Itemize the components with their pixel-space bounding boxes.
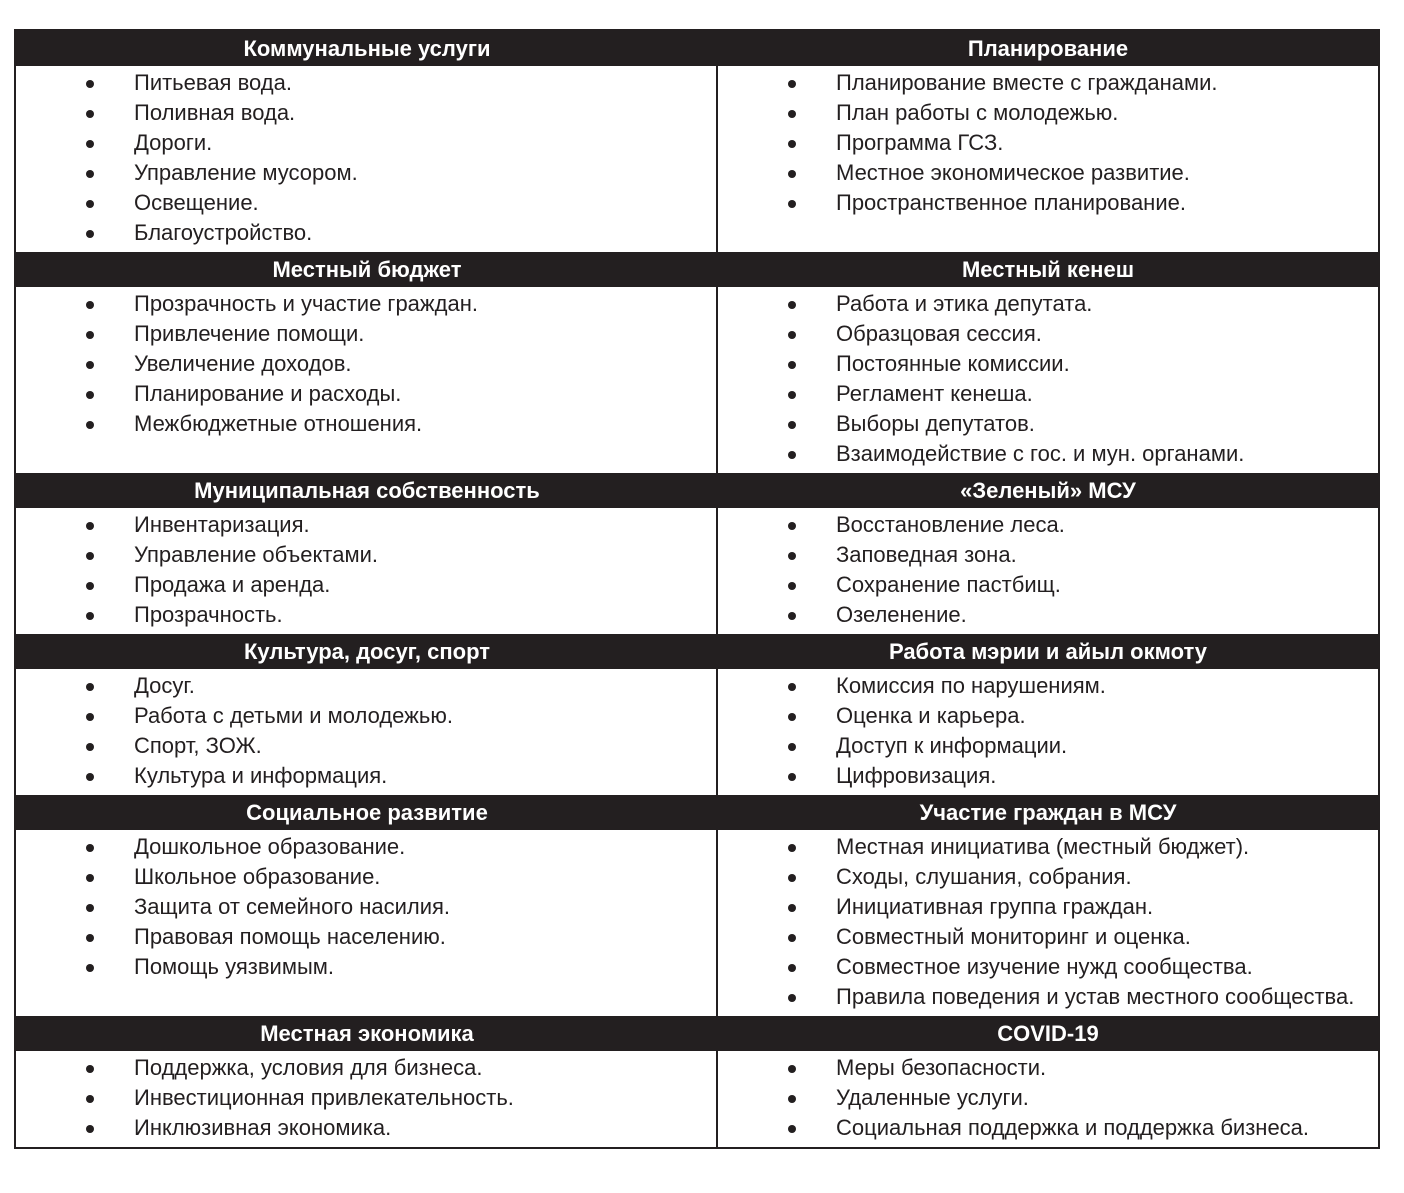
list-item	[16, 289, 716, 319]
list-item-text: Инвестиционная привлекательность.	[134, 1085, 514, 1110]
section-title: Местный бюджет	[272, 257, 462, 282]
list-item-text: Культура и информация.	[134, 763, 388, 788]
bullet-icon	[788, 1095, 796, 1103]
list-item	[718, 379, 1378, 409]
list-item	[718, 671, 1378, 701]
section-list	[16, 287, 718, 473]
list-item	[16, 218, 716, 248]
section-title: Культура, досуг, спорт	[243, 639, 491, 664]
list-item-text: Дороги.	[134, 130, 213, 155]
list-item	[16, 379, 716, 409]
list-item-text: Образцовая сессия.	[836, 321, 1042, 346]
bullet-icon	[788, 200, 796, 208]
table-body-row	[16, 1051, 1378, 1147]
list-item-text: Помощь уязвимым.	[134, 954, 334, 979]
bullet-icon	[788, 451, 796, 459]
bullet-icon	[86, 421, 94, 429]
list-item-text: Привлечение помощи.	[134, 321, 365, 346]
list-item-text: Продажа и аренда.	[134, 572, 331, 597]
list-item-text: План работы с молодежью.	[836, 100, 1119, 125]
list-item	[16, 892, 716, 922]
bullet-icon	[788, 80, 796, 88]
table-body-row	[16, 287, 1378, 473]
list-item-text: Планирование и расходы.	[134, 381, 402, 406]
list-item	[718, 319, 1378, 349]
section-list	[718, 287, 1378, 473]
bullet-icon	[86, 582, 94, 590]
section-list	[718, 508, 1378, 634]
list-item	[16, 952, 716, 982]
bullet-icon	[86, 522, 94, 530]
list-item-text: Озеленение.	[836, 602, 967, 627]
list-item-text: Постоянные комиссии.	[836, 351, 1070, 376]
list-item-text: Заповедная зона.	[836, 542, 1017, 567]
section-list	[16, 830, 718, 1016]
section-list	[718, 66, 1378, 252]
bullet-icon	[788, 552, 796, 560]
bullet-icon	[86, 552, 94, 560]
list-item-text: Регламент кенеша.	[836, 381, 1033, 406]
list-item-text: Цифровизация.	[836, 763, 997, 788]
bullet-icon	[788, 743, 796, 751]
bullet-icon	[86, 80, 94, 88]
list-item-text: Восстановление леса.	[836, 512, 1065, 537]
list-item-text: Прозрачность.	[134, 602, 283, 627]
bullet-icon	[86, 170, 94, 178]
list-item-text: Местная инициатива (местный бюджет).	[836, 834, 1250, 859]
table-header-row	[16, 252, 1378, 287]
list-item-text: Защита от семейного насилия.	[134, 894, 451, 919]
list-item-text: Правовая помощь населению.	[134, 924, 446, 949]
table-body-row	[16, 66, 1378, 252]
bullet-icon	[86, 391, 94, 399]
section-title: COVID-19	[997, 1021, 1099, 1046]
bullet-icon	[86, 874, 94, 882]
list-item-text: Инклюзивная экономика.	[134, 1115, 392, 1140]
topics-table	[14, 29, 1380, 1149]
list-item	[718, 701, 1378, 731]
list-item	[16, 188, 716, 218]
section-title: Коммунальные услуги	[243, 36, 491, 61]
section-title: Муниципальная собственность	[194, 478, 540, 503]
section-list	[16, 508, 718, 634]
list-item-text: Взаимодействие с гос. и мун. органами.	[836, 441, 1245, 466]
list-item	[16, 600, 716, 630]
list-item	[16, 349, 716, 379]
list-item-text: Выборы депутатов.	[836, 411, 1035, 436]
list-item	[718, 600, 1378, 630]
list-item	[718, 409, 1378, 439]
list-item-text: Спорт, ЗОЖ.	[134, 733, 262, 758]
section-list	[16, 1051, 718, 1147]
list-item-text: Управление мусором.	[134, 160, 358, 185]
list-item	[718, 439, 1378, 469]
bullet-icon	[86, 1095, 94, 1103]
bullet-icon	[86, 612, 94, 620]
list-item-text: Планирование вместе с гражданами.	[836, 70, 1218, 95]
bullet-icon	[788, 361, 796, 369]
list-item	[16, 510, 716, 540]
bullet-icon	[788, 934, 796, 942]
list-item	[718, 128, 1378, 158]
bullet-icon	[86, 713, 94, 721]
table-header-row	[16, 473, 1378, 508]
list-item-text: Сохранение пастбищ.	[836, 572, 1061, 597]
list-item-text: Совместный мониторинг и оценка.	[836, 924, 1191, 949]
list-item	[718, 349, 1378, 379]
section-title: Планирование	[967, 36, 1129, 61]
list-item	[718, 761, 1378, 791]
bullet-icon	[788, 874, 796, 882]
list-item-text: Дошкольное образование.	[134, 834, 406, 859]
bullet-icon	[788, 1125, 796, 1133]
table-header-row	[16, 795, 1378, 830]
bullet-icon	[788, 994, 796, 1002]
table-header-row	[16, 31, 1378, 66]
list-item	[718, 540, 1378, 570]
list-item	[16, 832, 716, 862]
list-item	[718, 862, 1378, 892]
list-item	[718, 1113, 1378, 1143]
list-item	[718, 982, 1378, 1012]
list-item-text: Правила поведения и устав местного сообщества.	[836, 984, 1355, 1009]
bullet-icon	[788, 522, 796, 530]
bullet-icon	[86, 361, 94, 369]
list-item	[16, 98, 716, 128]
list-item	[16, 922, 716, 952]
list-item-text: Программа ГСЗ.	[836, 130, 1004, 155]
bullet-icon	[86, 904, 94, 912]
list-item-text: Удаленные услуги.	[836, 1085, 1029, 1110]
list-item	[16, 319, 716, 349]
list-item	[718, 570, 1378, 600]
bullet-icon	[86, 773, 94, 781]
list-item	[16, 128, 716, 158]
list-item	[16, 671, 716, 701]
bullet-icon	[788, 844, 796, 852]
list-item	[718, 832, 1378, 862]
list-item	[16, 862, 716, 892]
list-item-text: Доступ к информации.	[836, 733, 1068, 758]
list-item	[718, 922, 1378, 952]
list-item	[718, 98, 1378, 128]
list-item	[16, 158, 716, 188]
bullet-icon	[86, 934, 94, 942]
bullet-icon	[788, 331, 796, 339]
list-item	[718, 892, 1378, 922]
list-item-text: Школьное образование.	[134, 864, 381, 889]
bullet-icon	[788, 713, 796, 721]
bullet-icon	[788, 391, 796, 399]
bullet-icon	[86, 964, 94, 972]
list-item-text: Меры безопасности.	[836, 1055, 1047, 1080]
bullet-icon	[86, 200, 94, 208]
list-item	[16, 1083, 716, 1113]
bullet-icon	[86, 331, 94, 339]
section-title: «Зеленый» МСУ	[960, 478, 1136, 503]
section-title: Местный кенеш	[961, 257, 1135, 282]
list-item-text: Досуг.	[134, 673, 195, 698]
table-body-row	[16, 508, 1378, 634]
section-title: Работа мэрии и айыл окмоту	[888, 639, 1208, 664]
bullet-icon	[788, 612, 796, 620]
bullet-icon	[86, 140, 94, 148]
list-item	[16, 540, 716, 570]
bullet-icon	[788, 140, 796, 148]
bullet-icon	[788, 904, 796, 912]
table-body-row	[16, 830, 1378, 1016]
list-item	[16, 409, 716, 439]
list-item	[16, 1113, 716, 1143]
list-item	[16, 68, 716, 98]
bullet-icon	[788, 1065, 796, 1073]
list-item	[16, 761, 716, 791]
list-item-text: Работа с детьми и молодежью.	[134, 703, 453, 728]
bullet-icon	[86, 301, 94, 309]
list-item-text: Комиссия по нарушениям.	[836, 673, 1106, 698]
bullet-icon	[788, 421, 796, 429]
list-item-text: Поливная вода.	[134, 100, 296, 125]
list-item	[718, 68, 1378, 98]
list-item	[718, 289, 1378, 319]
list-item-text: Питьевая вода.	[134, 70, 292, 95]
list-item-text: Работа и этика депутата.	[836, 291, 1093, 316]
list-item-text: Пространственное планирование.	[836, 190, 1186, 215]
list-item-text: Социальная поддержка и поддержка бизнеса.	[836, 1115, 1310, 1140]
bullet-icon	[788, 964, 796, 972]
list-item-text: Инвентаризация.	[134, 512, 310, 537]
list-item-text: Прозрачность и участие граждан.	[134, 291, 478, 316]
bullet-icon	[86, 1125, 94, 1133]
list-item-text: Поддержка, условия для бизнеса.	[134, 1055, 483, 1080]
list-item-text: Оценка и карьера.	[836, 703, 1026, 728]
list-item	[16, 731, 716, 761]
bullet-icon	[86, 230, 94, 238]
section-title: Местная экономика	[260, 1021, 474, 1046]
list-item-text: Совместное изучение нужд сообщества.	[836, 954, 1253, 979]
list-item	[718, 952, 1378, 982]
list-item-text: Управление объектами.	[134, 542, 378, 567]
table-header-row	[16, 634, 1378, 669]
bullet-icon	[788, 110, 796, 118]
section-list	[718, 830, 1378, 1016]
bullet-icon	[86, 683, 94, 691]
list-item	[718, 510, 1378, 540]
bullet-icon	[788, 582, 796, 590]
list-item-text: Межбюджетные отношения.	[134, 411, 423, 436]
section-list	[16, 669, 718, 795]
list-item	[718, 188, 1378, 218]
list-item	[16, 570, 716, 600]
list-item-text: Освещение.	[134, 190, 259, 215]
bullet-icon	[86, 110, 94, 118]
list-item	[16, 1053, 716, 1083]
section-list	[16, 66, 718, 252]
section-list	[718, 669, 1378, 795]
bullet-icon	[788, 170, 796, 178]
bullet-icon	[86, 844, 94, 852]
section-title: Участие граждан в МСУ	[919, 800, 1177, 825]
list-item	[16, 701, 716, 731]
list-item	[718, 1083, 1378, 1113]
list-item-text: Местное экономическое развитие.	[836, 160, 1190, 185]
bullet-icon	[86, 743, 94, 751]
list-item-text: Благоустройство.	[134, 220, 313, 245]
list-item-text: Инициативная группа граждан.	[836, 894, 1154, 919]
section-title: Социальное развитие	[246, 800, 488, 825]
bullet-icon	[788, 773, 796, 781]
list-item	[718, 158, 1378, 188]
bullet-icon	[788, 683, 796, 691]
list-item	[718, 731, 1378, 761]
list-item-text: Увеличение доходов.	[134, 351, 352, 376]
bullet-icon	[86, 1065, 94, 1073]
list-item-text: Сходы, слушания, собрания.	[836, 864, 1132, 889]
table-body-row	[16, 669, 1378, 795]
section-list	[718, 1051, 1378, 1147]
bullet-icon	[788, 301, 796, 309]
list-item	[718, 1053, 1378, 1083]
table-header-row	[16, 1016, 1378, 1051]
